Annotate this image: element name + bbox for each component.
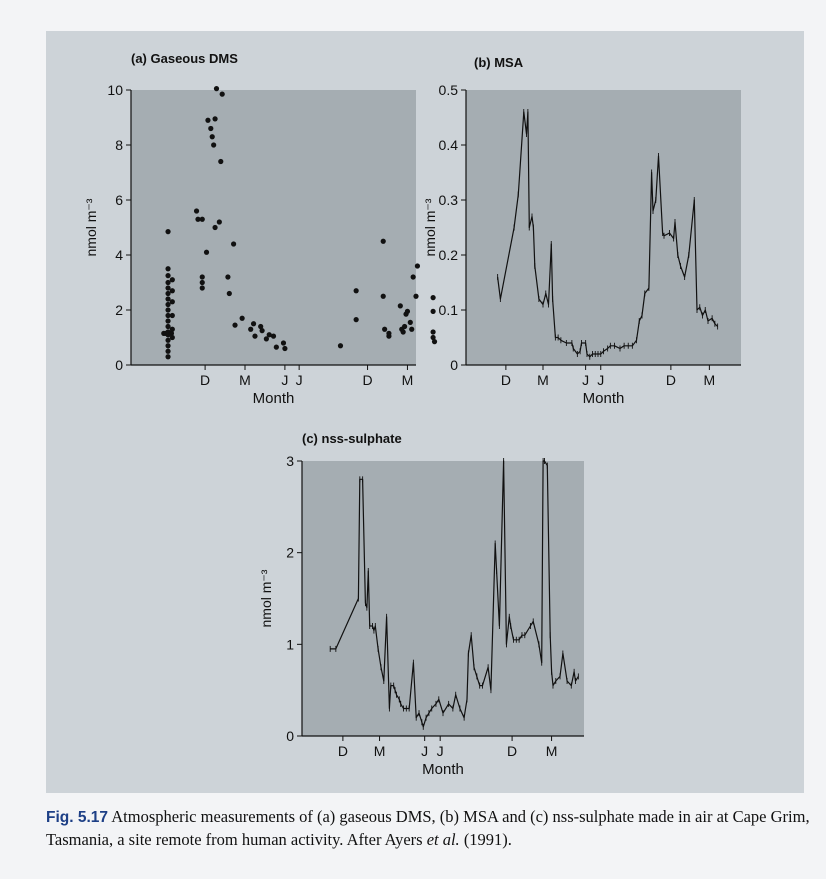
chart-c-x-tick-label: D — [507, 743, 518, 759]
chart-a-point — [165, 307, 170, 312]
chart-a-point — [271, 334, 276, 339]
chart-a-point — [409, 327, 414, 332]
chart-a-point — [432, 339, 437, 344]
chart-c-x-tick-label: J — [421, 743, 429, 759]
caption-figure-number: Fig. 5.17 — [46, 809, 109, 826]
chart-c-y-tick-label: 0 — [286, 728, 294, 744]
chart-a-point — [170, 299, 175, 304]
chart-a-point — [402, 324, 407, 329]
caption-text-1: Atmospheric measurements of (a) gaseous DMS, (b) MSA and (c) nss-sulphate made in air at Cape Grim, Tasmania, a site remote from human activity. After Ayers — [46, 807, 810, 849]
chart-b-y-tick-label: 0.1 — [438, 302, 458, 318]
chart-a-point — [212, 116, 217, 121]
chart-a-point — [232, 323, 237, 328]
chart-a-point — [200, 217, 205, 222]
chart-a-point — [170, 335, 175, 340]
chart-a-point — [165, 349, 170, 354]
chart-a-point — [165, 338, 170, 343]
chart-a-point — [200, 285, 205, 290]
chart-b-x-tick-label: M — [703, 372, 716, 388]
chart-a-point — [252, 334, 257, 339]
chart-a-x-tick-label: J — [281, 372, 289, 388]
figure-charts — [46, 31, 804, 793]
chart-a-point — [405, 309, 410, 314]
chart-a-point — [205, 118, 210, 123]
chart-b-x-tick-label: J — [582, 372, 590, 388]
chart-a-point — [386, 331, 391, 336]
chart-b-x-tick-label: D — [500, 372, 511, 388]
chart-b-plot-area — [466, 90, 741, 365]
chart-a-point — [165, 285, 170, 290]
chart-b-y-tick-label: 0.4 — [438, 137, 458, 153]
chart-a-point — [248, 327, 253, 332]
chart-b-x-axis-label: Month — [582, 390, 625, 407]
chart-a-point — [282, 346, 287, 351]
chart-a-y-tick-label: 6 — [115, 192, 123, 208]
chart-a-point — [381, 294, 386, 299]
chart-a-point — [411, 274, 416, 279]
chart-a-point — [217, 219, 222, 224]
chart-a-point — [208, 126, 213, 131]
chart-a-y-tick-label: 10 — [107, 82, 123, 98]
chart-a-point — [165, 266, 170, 271]
chart-a-point — [354, 288, 359, 293]
chart-a-point — [338, 343, 343, 348]
chart-a-point — [165, 296, 170, 301]
chart-a-point — [170, 327, 175, 332]
chart-a-plot-area — [131, 90, 416, 365]
caption-text-2: (1991). — [459, 830, 512, 849]
chart-b-y-tick-label: 0.2 — [438, 247, 458, 263]
chart-a-point — [413, 294, 418, 299]
chart-a-point — [211, 142, 216, 147]
chart-b-y-axis-label: nmol m⁻³ — [422, 198, 438, 257]
chart-a-point — [225, 274, 230, 279]
chart-b-x-tick-label: D — [665, 372, 676, 388]
chart-a-point — [220, 92, 225, 97]
chart-a-point — [165, 291, 170, 296]
chart-a-point — [170, 313, 175, 318]
chart-a-point — [354, 317, 359, 322]
chart-c-y-axis-label: nmol m⁻³ — [258, 569, 274, 628]
chart-c-x-tick-label: M — [373, 743, 386, 759]
chart-a-point — [408, 320, 413, 325]
chart-a-point — [260, 328, 265, 333]
chart-c-x-axis-label: Month — [422, 761, 464, 778]
chart-a-point — [165, 302, 170, 307]
chart-a-point — [165, 343, 170, 348]
chart-c-x-tick-label: J — [436, 743, 444, 759]
chart-a-y-axis-label: nmol m⁻³ — [83, 198, 99, 257]
chart-a-point — [415, 263, 420, 268]
chart-a-point — [163, 331, 168, 336]
chart-a-y-tick-label: 4 — [115, 247, 123, 263]
chart-a-point — [281, 340, 286, 345]
chart-c — [258, 431, 584, 778]
chart-a-x-tick-label: D — [362, 372, 373, 388]
chart-a-point — [170, 288, 175, 293]
caption-text-italic: et al. — [426, 830, 460, 849]
chart-a-point — [231, 241, 236, 246]
chart-a-point — [204, 250, 209, 255]
chart-b-y-tick-label: 0.5 — [438, 82, 458, 98]
chart-a-point — [165, 318, 170, 323]
chart-b — [422, 55, 741, 407]
chart-a-point — [431, 309, 436, 314]
chart-a — [83, 51, 437, 407]
chart-a-point — [431, 295, 436, 300]
chart-b-title: (b) MSA — [474, 55, 524, 70]
chart-c-x-tick-label: D — [337, 743, 348, 759]
chart-a-point — [210, 134, 215, 139]
chart-a-point — [200, 274, 205, 279]
chart-b-x-tick-label: M — [537, 372, 549, 388]
chart-c-title: (c) nss-sulphate — [302, 431, 402, 446]
chart-a-y-tick-label: 0 — [115, 357, 123, 373]
chart-a-x-axis-label: Month — [252, 390, 295, 407]
chart-a-point — [214, 86, 219, 91]
chart-a-point — [165, 324, 170, 329]
chart-a-x-tick-label: M — [401, 372, 414, 388]
chart-a-y-tick-label: 8 — [115, 137, 123, 153]
chart-c-y-tick-label: 1 — [286, 636, 294, 653]
chart-a-point — [431, 329, 436, 334]
chart-a-x-tick-label: D — [200, 372, 211, 388]
chart-a-x-tick-label: M — [239, 372, 251, 388]
chart-c-y-tick-label: 3 — [286, 453, 294, 469]
chart-a-point — [401, 329, 406, 334]
chart-a-point — [274, 345, 279, 350]
chart-a-point — [382, 327, 387, 332]
chart-a-point — [165, 280, 170, 285]
chart-a-point — [165, 273, 170, 278]
chart-a-point — [227, 291, 232, 296]
chart-c-y-tick-label: 2 — [286, 544, 294, 561]
chart-b-y-tick-label: 0.3 — [438, 192, 458, 208]
chart-a-title: (a) Gaseous DMS — [131, 51, 238, 66]
chart-a-point — [240, 316, 245, 321]
chart-a-point — [165, 354, 170, 359]
chart-a-point — [251, 321, 256, 326]
chart-c-x-tick-label: M — [545, 743, 558, 759]
chart-b-y-tick-label: 0 — [450, 357, 458, 373]
chart-a-y-tick-label: 2 — [115, 302, 123, 318]
chart-b-x-tick-label: J — [597, 372, 605, 388]
chart-a-point — [381, 239, 386, 244]
chart-a-point — [194, 208, 199, 213]
chart-a-point — [212, 225, 217, 230]
figure-caption — [46, 806, 816, 851]
chart-a-point — [165, 229, 170, 234]
chart-a-point — [218, 159, 223, 164]
chart-a-point — [200, 280, 205, 285]
chart-a-x-tick-label: J — [295, 372, 303, 388]
chart-a-point — [170, 277, 175, 282]
chart-a-point — [398, 303, 403, 308]
